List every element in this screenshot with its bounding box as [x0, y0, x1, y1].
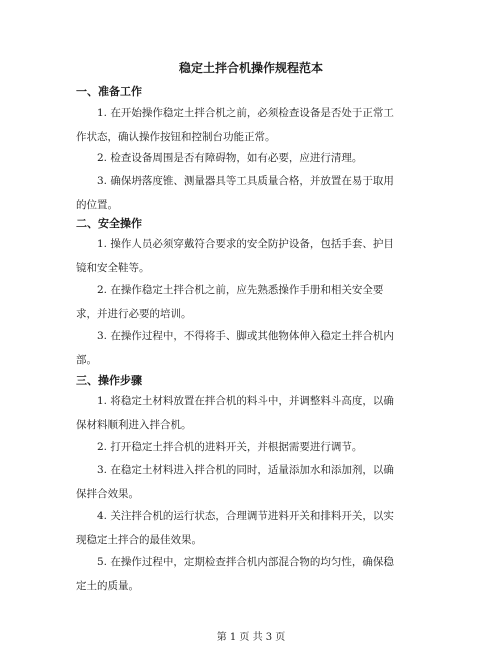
paragraph-line: 2. 检查设备周围是否有障碍物，如有必要，应进行清理。 [97, 152, 363, 164]
paragraph-3-4 [76, 505, 426, 552]
paragraph-line: 1. 将稳定土材料放置在拌合机的料斗中，并调整料斗高度，以确 [97, 395, 394, 407]
paragraph-line: 求，并进行必要的培训。 [76, 307, 192, 320]
paragraph-3-2 [76, 436, 426, 460]
paragraph-line: 2. 在操作稳定土拌合机之前，应先熟悉操作手册和相关安全要 [97, 284, 384, 296]
paragraph-line: 3. 在稳定土材料进入拌合机的同时，适量添加水和添加剂，以确 [97, 464, 394, 476]
paragraph-line: 现稳定土拌合的最佳效果。 [76, 533, 202, 546]
section-heading-preparation: 一、准备工作 [76, 85, 142, 98]
paragraph-line: 2. 打开稳定土拌合机的进料开关，并根据需要进行调节。 [97, 441, 363, 453]
page-title: 稳定土拌合机操作规程范本 [178, 61, 323, 75]
paragraph-line: 3. 在操作过程中，不得将手、脚或其他物体伸入稳定土拌合机内 [97, 330, 394, 342]
paragraph-2-2 [76, 279, 426, 326]
paragraph-line: 5. 在操作过程中，定期检查拌合机内部混合物的均匀性，确保稳 [97, 556, 394, 568]
section-heading-safety: 二、安全操作 [76, 217, 142, 230]
paragraph-line: 定土的质量。 [76, 579, 139, 592]
paragraph-2-1 [76, 233, 426, 280]
paragraph-3-5 [76, 551, 426, 598]
page-number-footer: 第 1 页 共 3 页 [216, 632, 286, 643]
paragraph-line: 保拌合效果。 [76, 487, 139, 500]
paragraph-line: 部。 [76, 353, 97, 366]
paragraph-3-3 [76, 459, 426, 506]
paragraph-line: 保材料顺利进入拌合机。 [76, 418, 192, 431]
paragraph-3-1 [76, 390, 426, 437]
paragraph-line: 作状态，确认操作按钮和控制台功能正常。 [76, 130, 276, 143]
paragraph-line: 镜和安全鞋等。 [76, 261, 150, 274]
paragraph-1-1 [76, 102, 426, 149]
paragraph-line: 1. 操作人员必须穿戴符合要求的安全防护设备，包括手套、护目 [97, 238, 394, 250]
section-heading-steps: 三、操作步骤 [76, 374, 142, 387]
paragraph-line: 1. 在开始操作稳定土拌合机之前，必须检查设备是否处于正常工 [97, 107, 394, 119]
paragraph-1-2 [76, 147, 426, 171]
paragraph-line: 的位置。 [76, 198, 118, 211]
paragraph-line: 4. 关注拌合机的运行状态，合理调节进料开关和排料开关，以实 [97, 510, 394, 522]
paragraph-2-3 [76, 325, 426, 372]
paragraph-line: 3. 确保坍落度锥、测量器具等工具质量合格，并放置在易于取用 [97, 175, 394, 187]
paragraph-1-3 [76, 170, 426, 217]
